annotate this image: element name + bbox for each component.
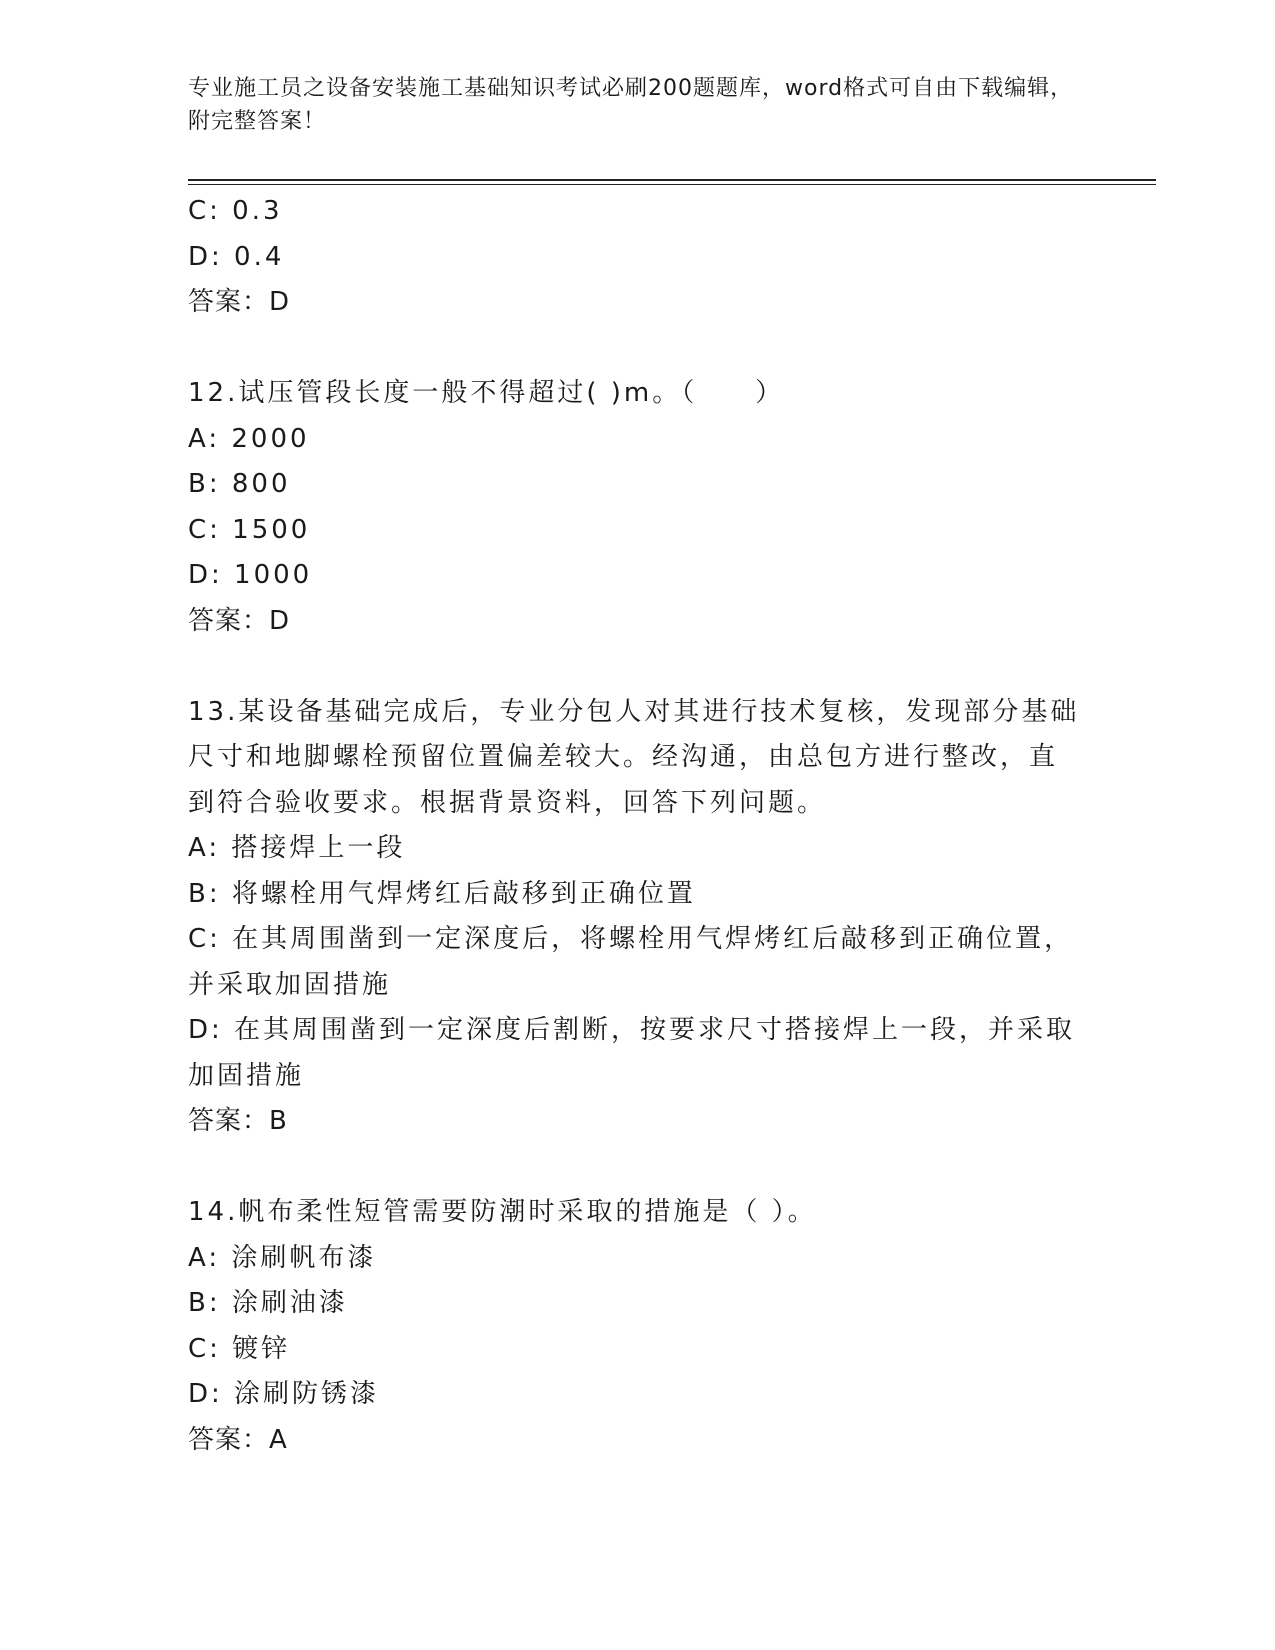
option-d-line-2: 加固措施 bbox=[188, 1060, 305, 1091]
option-b: B: 将螺栓用气焊烤红后敲移到正确位置 bbox=[188, 878, 696, 909]
option-a: A: 涂刷帆布漆 bbox=[188, 1242, 377, 1273]
option-d-line-1: D: 在其周围凿到一定深度后割断，按要求尺寸搭接焊上一段，并采取 bbox=[188, 1015, 1076, 1045]
question-stem-line-2: 尺寸和地脚螺栓预留位置偏差较大。经沟通，由总包方进行整改，直 bbox=[188, 742, 1059, 772]
option-c-line-1: C: 在其周围凿到一定深度后，将螺栓用气焊烤红后敲移到正确位置， bbox=[188, 924, 1074, 954]
answer-line: 答案：D bbox=[188, 605, 291, 636]
question-12 bbox=[188, 371, 1078, 644]
option-d: D: 0.4 bbox=[188, 241, 285, 272]
option-c: C: 镀锌 bbox=[188, 1333, 291, 1364]
spacer bbox=[188, 326, 1078, 372]
question-stem: 12.试压管段长度一般不得超过( )m。（ ） bbox=[188, 378, 785, 408]
question-stem-line-3: 到符合验收要求。根据背景资料，回答下列问题。 bbox=[188, 787, 827, 818]
question-11-tail bbox=[188, 189, 1078, 326]
header-title: 专业施工员之设备安装施工基础知识考试必刷200题题库，word格式可自由下载编辑，附完整答案！ bbox=[188, 76, 1074, 134]
question-stem: 14.帆布柔性短管需要防潮时采取的措施是（ ）。 bbox=[188, 1197, 817, 1227]
option-c: C: 0.3 bbox=[188, 196, 283, 226]
option-b: B: 800 bbox=[188, 469, 291, 499]
option-a: A: 2000 bbox=[188, 423, 310, 454]
answer-line: 答案：D bbox=[188, 287, 291, 317]
answer-line: 答案：A bbox=[188, 1424, 288, 1455]
option-b: B: 涂刷油漆 bbox=[188, 1288, 348, 1318]
option-a: A: 搭接焊上一段 bbox=[188, 833, 406, 863]
question-stem-line-1: 13.某设备基础完成后，专业分包人对其进行技术复核，发现部分基础 bbox=[188, 696, 1080, 727]
document-header bbox=[188, 72, 1088, 138]
header-divider-thin bbox=[188, 184, 1156, 185]
option-d: D: 1000 bbox=[188, 560, 313, 590]
question-list bbox=[188, 189, 1078, 1463]
header-divider-thick bbox=[188, 179, 1156, 181]
spacer bbox=[188, 1145, 1078, 1191]
option-c-line-2: 并采取加固措施 bbox=[188, 969, 392, 1000]
option-c: C: 1500 bbox=[188, 514, 311, 545]
question-13 bbox=[188, 690, 1078, 1145]
answer-line: 答案：B bbox=[188, 1106, 288, 1136]
spacer bbox=[188, 644, 1078, 690]
option-d: D: 涂刷防锈漆 bbox=[188, 1379, 380, 1409]
question-14 bbox=[188, 1190, 1078, 1463]
